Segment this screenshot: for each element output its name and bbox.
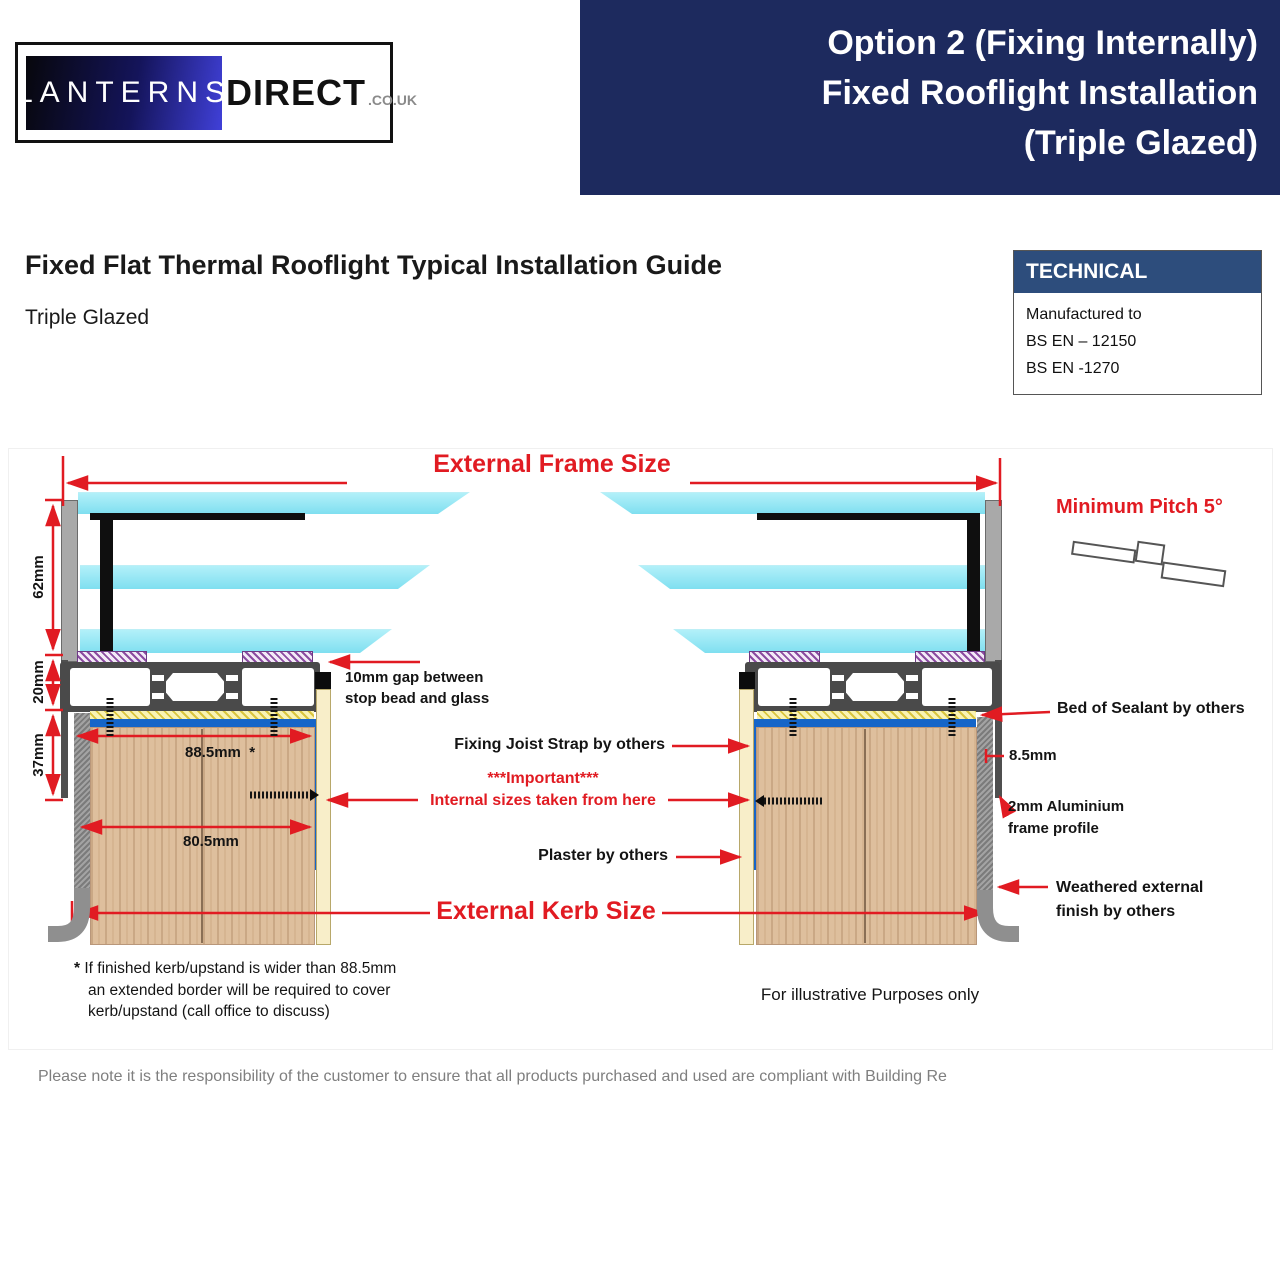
technical-line-2: BS EN – 12150: [1026, 333, 1137, 350]
footer-disclaimer: Please note it is the responsibility of the customer to ensure that all products purchased and used are compliant with Building Re: [38, 1068, 947, 1085]
glass-spacer-right: [967, 513, 980, 652]
glass-pane-bottom-left: [80, 629, 392, 653]
plaster-strip-left: [316, 689, 331, 945]
plaster-strip-right: [739, 689, 754, 945]
dim-8-5mm: 8.5mm: [1009, 747, 1057, 764]
weathered-finish-left: [74, 713, 90, 895]
external-kerb-size-label: External Kerb Size: [430, 897, 662, 926]
weathered-label: Weathered external finish by others: [1056, 879, 1204, 920]
technical-heading: TECHNICAL: [1014, 251, 1261, 293]
gap-label: 10mm gap between stop bead and glass: [345, 669, 490, 707]
glass-pane-top-left: [78, 492, 470, 514]
joist-strap-left-horizontal: [90, 719, 318, 727]
logo-gradient-block: [15, 56, 233, 130]
dim-37mm: 37mm: [30, 733, 47, 777]
technical-box: [1013, 250, 1262, 395]
glass-edge-seal-left: [90, 513, 305, 520]
dim-80-5mm: 80.5mm: [183, 833, 239, 850]
plaster-label: Plaster by others: [538, 847, 668, 864]
logo-text-tld: .CO.UK: [368, 91, 417, 108]
stop-bead-right: [739, 672, 755, 689]
logo-text-lanterns: LANTERNS: [15, 75, 233, 109]
frame-jamb-right: [985, 500, 1002, 662]
banner-line-3: (Triple Glazed): [1023, 124, 1258, 162]
page-title: Fixed Flat Thermal Rooflight Typical Installation Guide: [25, 250, 723, 280]
logo-text-direct: DIRECT: [226, 71, 366, 113]
lanterns-direct-logo: [15, 42, 417, 143]
weathered-finish-right: [977, 717, 993, 895]
dim-88-5mm: 88.5mm *: [185, 744, 256, 761]
aluminium-profile-left: [60, 662, 320, 712]
joist-strap-label: Fixing Joist Strap by others: [454, 736, 665, 753]
glass-edge-seal-right: [757, 513, 972, 520]
internal-sizes-label: Internal sizes taken from here: [430, 792, 656, 809]
banner-line-2: Fixed Rooflight Installation: [821, 74, 1258, 112]
external-frame-size-label: External Frame Size: [433, 450, 671, 478]
frame-jamb-left: [61, 500, 78, 662]
footnote: * If finished kerb/upstand is wider than 88.5mm an extended border will be required to cover kerb/upstand (call office to discuss): [74, 960, 397, 1020]
sealant-label: Bed of Sealant by others: [1057, 700, 1245, 717]
glass-pane-top-right: [600, 492, 985, 514]
kerb-right-seam: [864, 729, 866, 943]
important-label: ***Important***: [487, 770, 599, 787]
illustrative-note: For illustrative Purposes only: [760, 985, 980, 1004]
banner-line-1: Option 2 (Fixing Internally): [827, 24, 1258, 62]
glass-pane-mid-left: [80, 565, 430, 589]
dim-62mm: 62mm: [30, 555, 47, 599]
page-subtitle: Triple Glazed: [25, 306, 150, 329]
aluminium-profile-right: [745, 662, 1000, 712]
technical-line-3: BS EN -1270: [1026, 360, 1120, 377]
glass-spacer-left: [100, 513, 113, 652]
technical-line-1: Manufactured to: [1026, 306, 1142, 323]
stop-bead-left: [315, 672, 331, 689]
glass-pane-bottom-right: [673, 629, 985, 653]
glass-pane-mid-right: [638, 565, 985, 589]
kerb-right: [756, 727, 977, 945]
aluminium-profile-label: 2mm Aluminium frame profile: [1008, 798, 1125, 837]
option-banner: [580, 0, 1280, 195]
minimum-pitch-label: Minimum Pitch 5°: [1056, 496, 1223, 518]
joist-strap-right-horizontal: [754, 719, 976, 727]
dim-20mm: 20mm: [30, 660, 47, 704]
